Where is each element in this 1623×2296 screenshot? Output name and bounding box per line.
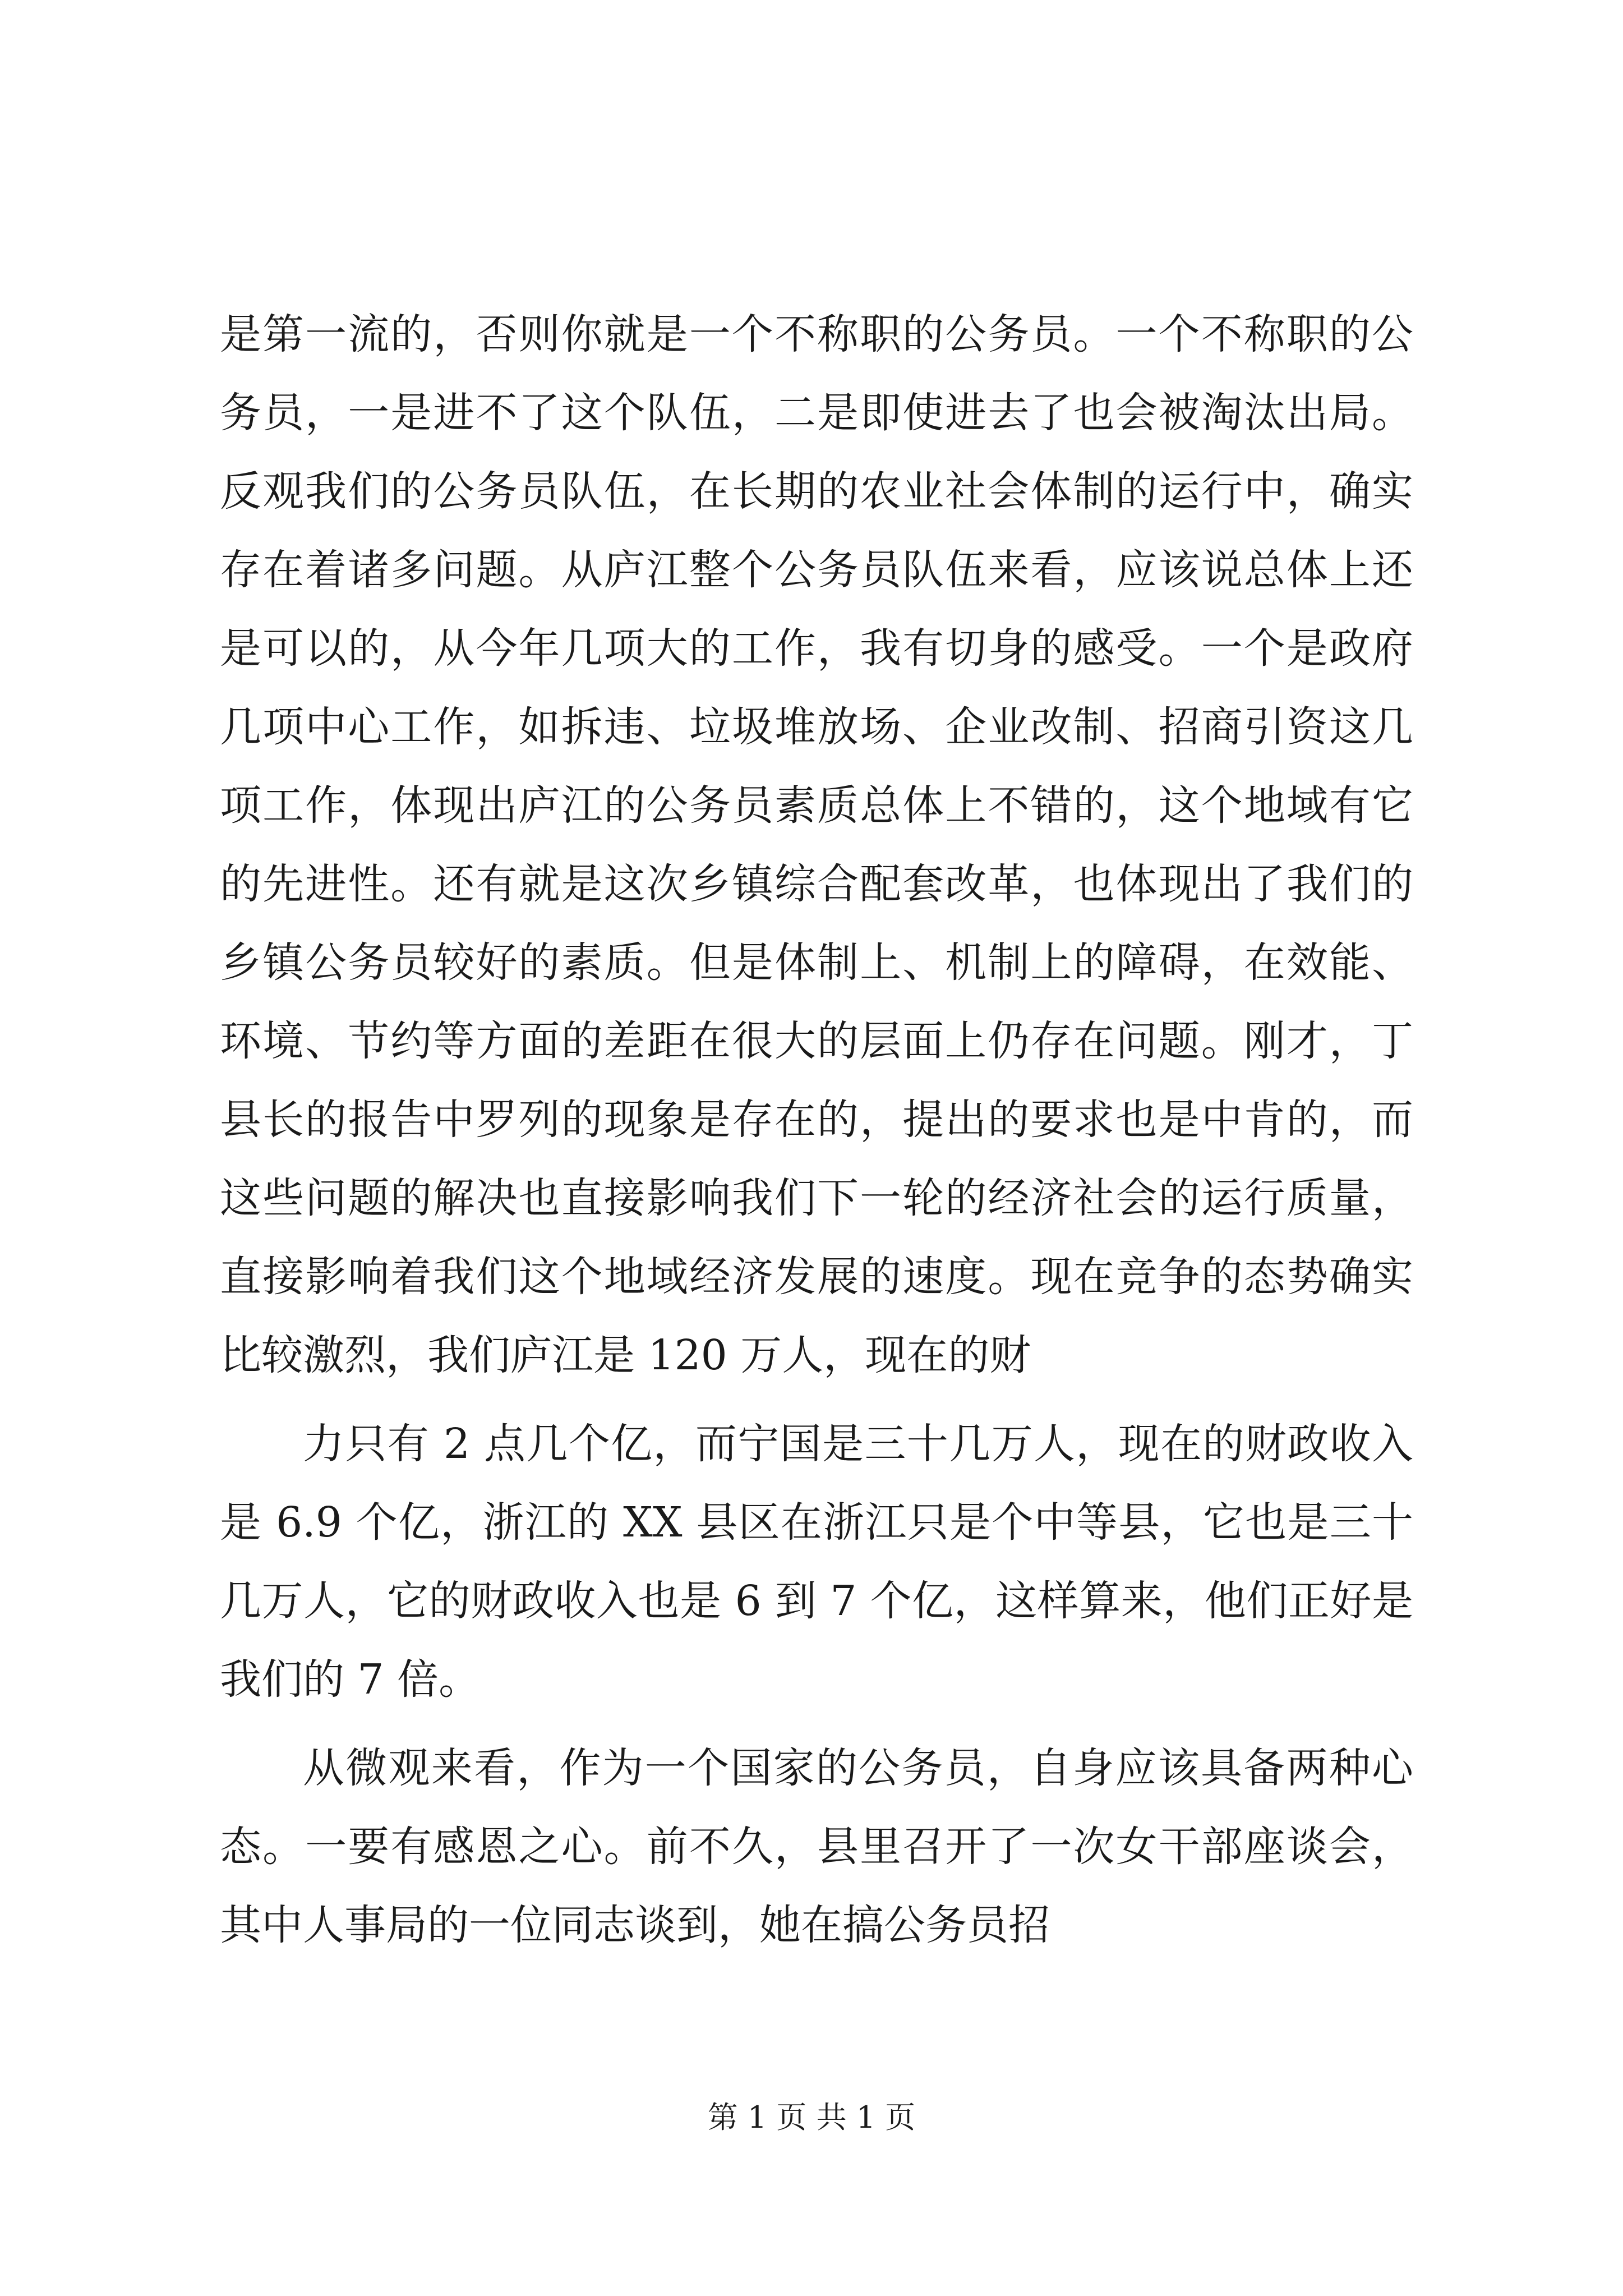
- paragraph-2: 力只有 2 点几个亿，而宁国是三十几万人，现在的财政收入是 6.9 个亿，浙江的 XX 县区在浙江只是个中等县，它也是三十几万人，它的财政收入也是 6 到 7 个亿，这样算来，他们正好是我们的 7 倍。: [220, 1420, 1413, 1704]
- document-body: [220, 295, 1413, 1964]
- paragraph-1: 是第一流的，否则你就是一个不称职的公务员。一个不称职的公务员，一是进不了这个队伍，二是即使进去了也会被淘汰出局。反观我们的公务员队伍，在长期的农业社会体制的运行中，确实存在着诸多问题。从庐江整个公务员队伍来看，应该说总体上还是可以的，从今年几项大的工作，我有切身的感受。一个是政府几项中心工作，如拆违、垃圾堆放场、企业改制、招商引资这几项工作，体现出庐江的公务员素质总体上不错的，这个地域有它的先进性。还有就是这次乡镇综合配套改革，也体现出了我们的乡镇公务员较好的素质。但是体制上、机制上的障碍，在效能、环境、节约等方面的差距在很大的层面上仍存在问题。刚才，丁县长的报告中罗列的现象是存在的，提出的要求也是中肯的，而这些问题的解决也直接影响我们下一轮的经济社会的运行质量，直接影响着我们这个地域经济发展的速度。现在竞争的态势确实比较激烈，我们庐江是 120 万人，现在的财: [220, 310, 1413, 1379]
- page-footer: 第 1 页 共 1 页: [707, 2100, 916, 2135]
- paragraph-3: 从微观来看，作为一个国家的公务员，自身应该具备两种心态。一要有感恩之心。前不久，县里召开了一次女干部座谈会，其中人事局的一位同志谈到，她在搞公务员招: [220, 1744, 1413, 1949]
